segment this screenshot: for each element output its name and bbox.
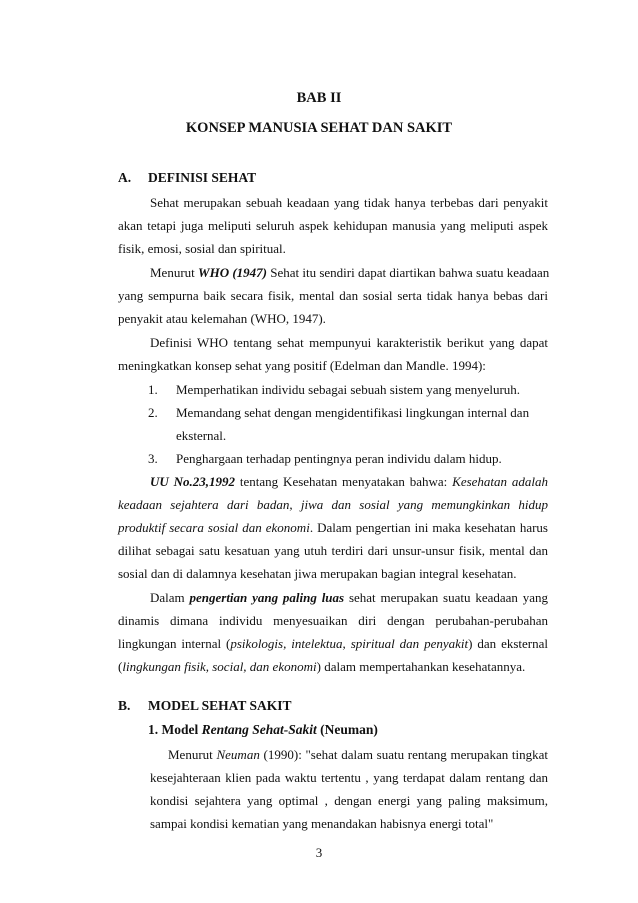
- quote-line: Menurut Neuman (1990): "sehat dalam suatu rentang merupakan tingkat: [168, 747, 549, 762]
- quote-line: sampai kondisi kematian yang menandakan habisnya energi total": [150, 816, 494, 831]
- section-b-marker: B.: [118, 698, 131, 713]
- paragraph-line: dilihat sebagai satu kesatuan yang utuh terdiri dari unsur-unsur fisik, mental dan: [118, 543, 548, 558]
- paragraph-line: keadaan sejahtera dari badan, jiwa dan sosial yang memungkinkan hidup: [118, 497, 548, 512]
- section-a-marker: A.: [118, 170, 132, 185]
- paragraph-line: Dalam pengertian yang paling luas sehat merupakan suatu keadaan yang: [150, 590, 548, 605]
- list-item-continuation: eksternal.: [176, 428, 227, 443]
- subsection-heading: 1. Model Rentang Sehat-Sakit (Neuman): [148, 722, 378, 737]
- quote-line: kondisi sejahtera yang optimal , dengan energi yang paling maksimum,: [150, 793, 548, 808]
- list-item-number: 3.: [148, 451, 158, 466]
- paragraph-line: akan tetapi juga meliputi seluruh aspek kehidupan manusia yang meliputi aspek: [118, 218, 548, 233]
- paragraph-line: Sehat merupakan sebuah keadaan yang tidak hanya terbebas dari penyakit: [150, 195, 548, 210]
- paragraph-line: dinamis dimana individu menyesuaikan diri dengan perubahan-perubahan: [118, 613, 548, 628]
- paragraph-line: meningkatkan konsep sehat yang positif (Edelman dan Mandle. 1994):: [118, 358, 486, 373]
- paragraph-line: yang sempurna baik secara fisik, mental dan sosial serta tidak hanya bebas dari: [118, 288, 548, 303]
- paragraph-line: UU No.23,1992 tentang Kesehatan menyatakan bahwa: Kesehatan adalah: [150, 474, 549, 489]
- paragraph-line: Menurut WHO (1947) Sehat itu sendiri dapat diartikan bahwa suatu keadaan: [150, 265, 550, 280]
- paragraph-line: Definisi WHO tentang sehat mempunyui karakteristik berikut yang dapat: [150, 335, 548, 350]
- quote-line: kesejahteraan klien pada waktu tertentu , yang terdapat dalam rentang dan: [150, 770, 548, 785]
- section-a-heading: DEFINISI SEHAT: [148, 170, 257, 185]
- list-item: Memperhatikan individu sebagai sebuah sistem yang menyeluruh.: [176, 382, 521, 397]
- paragraph-line: produktif secara sosial dan ekonomi. Dalam pengertian ini maka kesehatan harus: [118, 520, 548, 535]
- paragraph-line: penyakit atau kelemahan (WHO, 1947).: [118, 311, 326, 326]
- chapter-label: BAB II: [296, 90, 342, 106]
- paragraph-line: fisik, emosi, sosial dan spiritual.: [118, 241, 286, 256]
- page-number: 3: [315, 845, 323, 860]
- list-item: Penghargaan terhadap pentingnya peran individu dalam hidup.: [176, 451, 502, 466]
- list-item-number: 1.: [148, 382, 158, 397]
- chapter-title: KONSEP MANUSIA SEHAT DAN SAKIT: [185, 120, 453, 136]
- list-item: Memandang sehat dengan mengidentifikasi lingkungan internal dan: [176, 405, 530, 420]
- list-item-number: 2.: [148, 405, 158, 420]
- paragraph-line: sosial dan di dalamnya kesehatan jiwa merupakan bagian integral kesehatan.: [118, 566, 517, 581]
- section-b-heading: MODEL SEHAT SAKIT: [148, 698, 292, 713]
- paragraph-line: (lingkungan fisik, social, dan ekonomi) dalam mempertahankan kesehatannya.: [118, 659, 526, 674]
- paragraph-line: lingkungan internal (psikologis, intelektua, spiritual dan penyakit) dan eksternal: [118, 636, 548, 651]
